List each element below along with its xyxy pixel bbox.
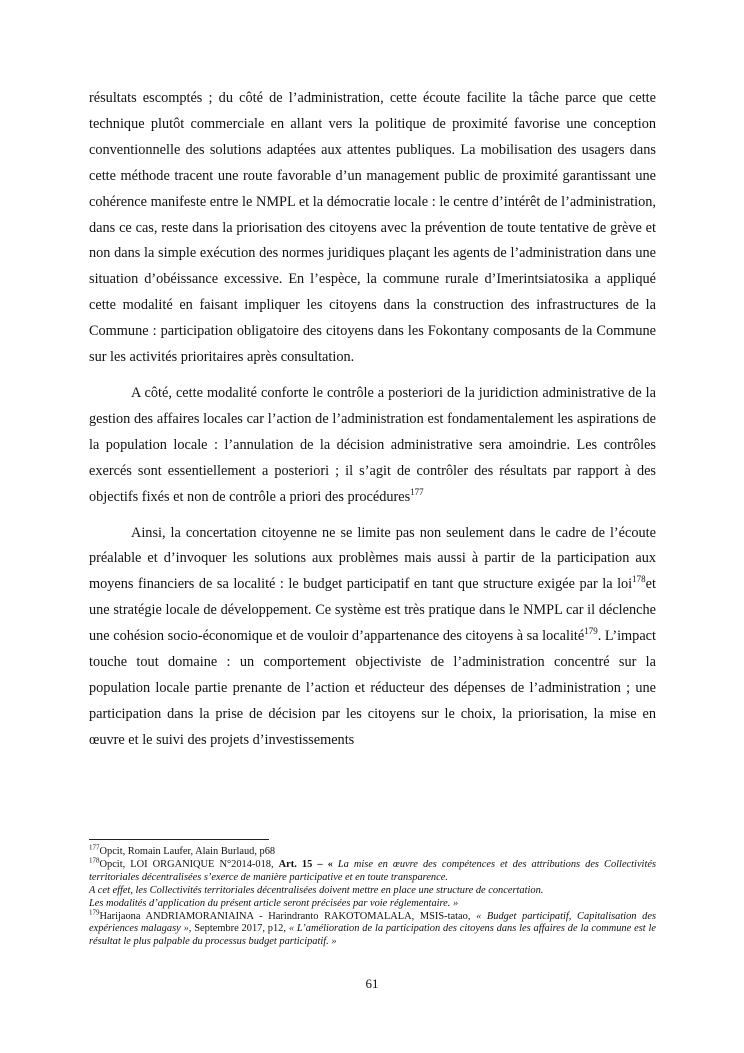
paragraph-3-text-c: . L’impact touche tout domaine : un comportement objectiviste de l’administration concentré sur la population locale partie prenante de l’action et réducteur des dépenses de l’administration ; une participation dans la prise de décision par les citoyens sur le choix, la priorisation, la mise en œuvre et le suivi des projets d’investissements <box>89 628 656 748</box>
paragraph-1 <box>89 86 656 371</box>
footnote-text: Opcit, Romain Laufer, Alain Burlaud, p68 <box>99 846 276 857</box>
page-number: 61 <box>365 976 379 991</box>
footnote-178 <box>89 856 656 911</box>
footnote-quote: Les modalités d’application du présent article seront précisées par voie réglementaire. » <box>89 897 459 909</box>
footnote-title: « Budget participatif, Capitalisation des expériences malagasy » <box>89 910 656 935</box>
footnote-text: , Septembre 2017, p12, <box>188 923 289 935</box>
paragraph-3-text-b: et une stratégie locale de développement. Ce système est très pratique dans le NMPL car il déclenche une cohésion socio-économique et de vouloir d’appartenance des citoyens à sa localité <box>89 576 656 645</box>
paragraph-3-text-a: Ainsi, la concertation citoyenne ne se limite pas non seulement dans le cadre de l’écoute préalable et d’invoquer les solutions aux problèmes mais aussi à partir de la participation aux moyens financiers de sa localité : le budget participatif en tant que structure exigée par la loi <box>89 524 656 593</box>
footnote-number: 177 <box>89 843 100 852</box>
footnote-177 <box>89 843 656 859</box>
footnote-quote: « L’amélioration de la participation des citoyens dans les affaires de la commune est le résultat le plus palpable du processus budget participatif. » <box>89 923 656 948</box>
footnote-ref-179[interactable]: 179 <box>584 626 598 637</box>
footnote-text: Opcit, LOI ORGANIQUE N°2014-018, <box>99 858 279 870</box>
footnote-separator <box>89 839 269 840</box>
footnotes <box>89 843 656 949</box>
footnote-ref-177[interactable]: 177 <box>410 486 424 497</box>
paragraph-2-text: A côté, cette modalité conforte le contrôle a posteriori de la juridiction administrative de la gestion des affaires locales car l’action de l’administration est fondamentalement les aspirations de la population locale : l’annulation de la décision administrative sera amoindrie. Les contrôles exercés sont essentiellement a posteriori ; il s’agit de contrôler des résultats par rapport à des objectifs fixés et non de contrôle a priori des procédures <box>89 384 656 505</box>
footnote-quote: A cet effet, les Collectivités territoriales décentralisées doivent mettre en place une structure de concertation. <box>89 884 544 896</box>
footnote-179 <box>89 908 656 950</box>
footnote-text: Harijaona ANDRIAMORANIAINA - Harindranto RAKOTOMALALA, MSIS-tatao, <box>99 910 477 922</box>
footnote-number: 178 <box>89 856 100 865</box>
paragraph-3 <box>89 521 656 754</box>
paragraph-2 <box>89 381 656 511</box>
footnote-quote: La mise en œuvre des compétences et des attributions des Collectivités territoriales décentralisées s’exerce de manière participative et en toute transparence. <box>89 858 656 883</box>
paragraph-1-text: résultats escomptés ; du côté de l’administration, cette écoute facilite la tâche parce que cette technique plutôt commerciale en allant vers la politique de proximité favorise une conception conventionnelle des solutions adaptées aux attentes publiques. La mobilisation des usagers dans cette méthode tracent une route favorable d’un management public de proximité garantissant une cohérence manifeste entre le NMPL et la démocratie locale : le centre d’intérêt de l’administration, dans ce cas, reste dans la priorisation des citoyens avec la prévention de toute tentative de grève et non dans la simple exécution des normes juridiques plaçant les agents de l’administration dans une situation d’obéissance excessive. En l’espèce, la commune rurale d’Imerintsiatosika a appliqué cette modalité en faisant impliquer les citoyens dans la construction des infrastructures de la Commune : participation obligatoire des citoyens dans les Fokontany composants de la Commune sur les activités prioritaires après consultation. <box>89 90 656 366</box>
footnote-ref-178[interactable]: 178 <box>632 574 646 585</box>
footnote-number: 179 <box>89 908 100 917</box>
body-text <box>89 86 656 754</box>
footnote-article-label: Art. 15 – « <box>278 858 333 870</box>
